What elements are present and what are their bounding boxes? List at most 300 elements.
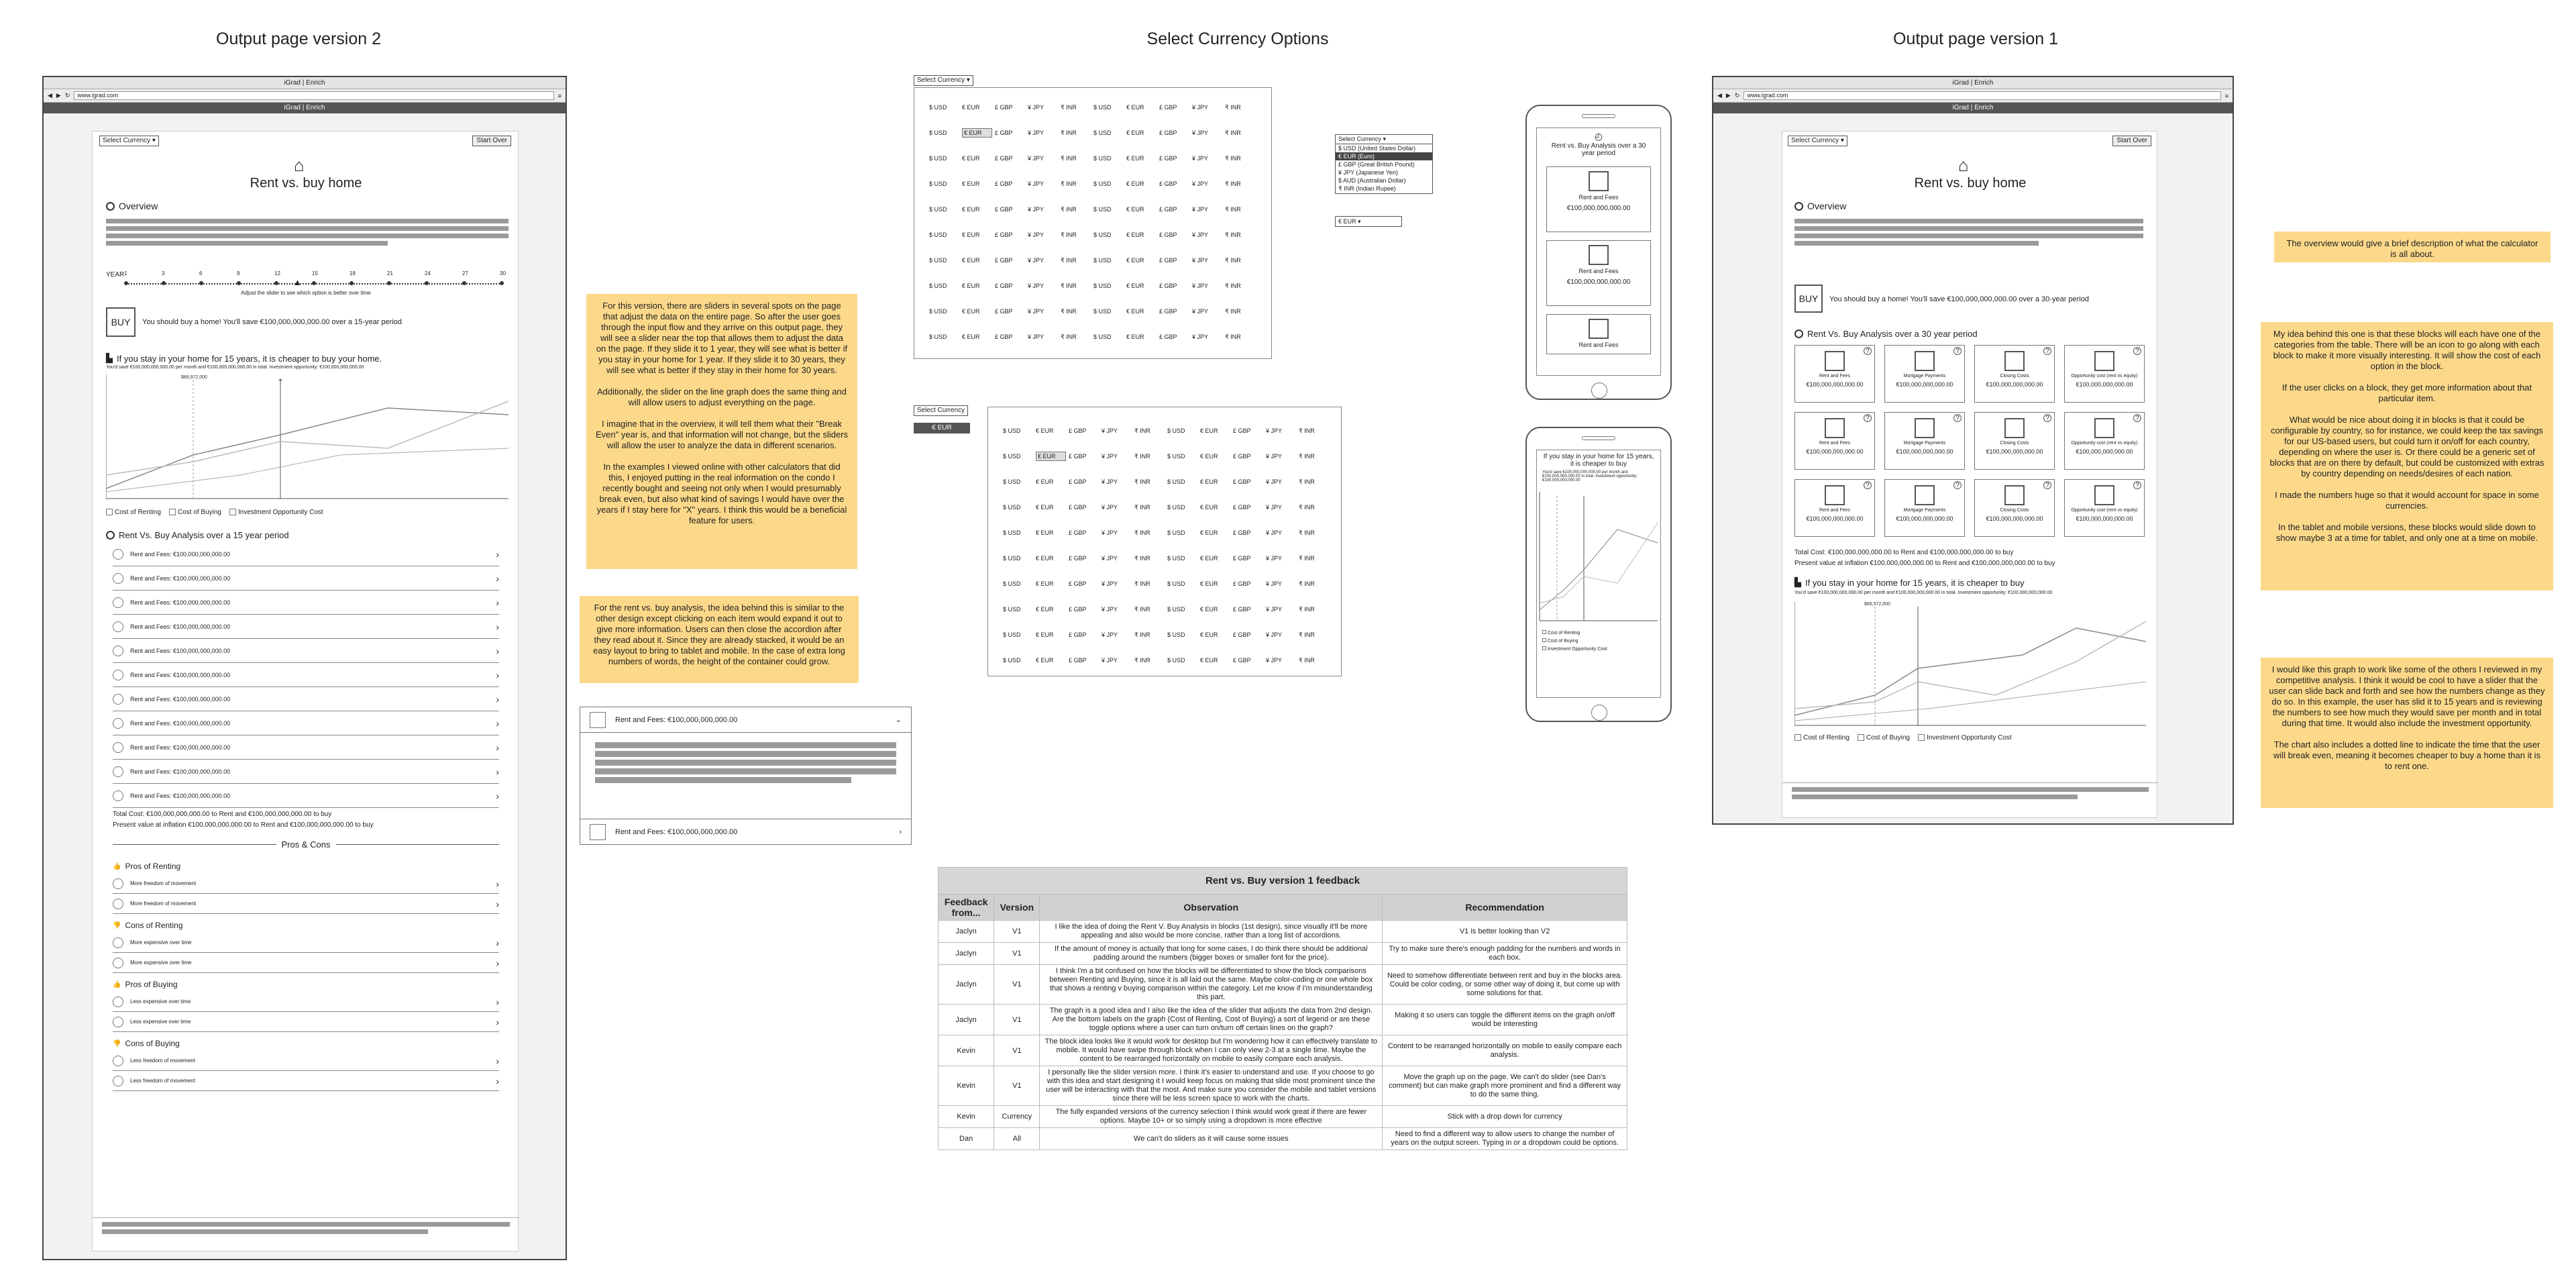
currency-option[interactable]: $ USD bbox=[1003, 631, 1021, 638]
forward-icon[interactable]: ▶ bbox=[56, 92, 61, 99]
currency-option[interactable]: ¥ JPY bbox=[1266, 555, 1283, 562]
currency-dropdown-closed[interactable]: € EUR ▾ bbox=[1335, 216, 1402, 227]
currency-option[interactable]: $ USD bbox=[1003, 580, 1021, 587]
currency-option[interactable]: $ USD bbox=[1003, 504, 1021, 511]
currency-option[interactable]: $ USD bbox=[929, 283, 947, 289]
dropdown-title[interactable]: Select Currency ▾ bbox=[1336, 135, 1432, 144]
currency-option[interactable]: £ GBP bbox=[1233, 504, 1251, 511]
currency-option[interactable]: ₹ INR bbox=[1134, 529, 1150, 536]
currency-option[interactable]: ¥ JPY bbox=[1028, 181, 1044, 187]
legend-cost-buying[interactable]: Cost of Buying bbox=[169, 509, 221, 516]
currency-option[interactable]: £ GBP bbox=[1159, 232, 1177, 238]
help-icon[interactable]: ? bbox=[1953, 347, 1962, 355]
chevron-right-icon[interactable]: › bbox=[496, 898, 499, 909]
currency-option[interactable]: ¥ JPY bbox=[1266, 427, 1283, 434]
pc-item[interactable] bbox=[113, 953, 499, 973]
currency-option[interactable]: £ GBP bbox=[1159, 104, 1177, 111]
currency-option[interactable]: € EUR bbox=[1036, 478, 1054, 485]
chevron-right-icon[interactable]: › bbox=[496, 1016, 499, 1027]
currency-option[interactable]: $ USD bbox=[1167, 478, 1185, 485]
currency-option[interactable]: ¥ JPY bbox=[1028, 334, 1044, 340]
analysis-block[interactable] bbox=[1794, 412, 1875, 470]
currency-option[interactable]: £ GBP bbox=[995, 257, 1013, 264]
currency-option[interactable]: ¥ JPY bbox=[1102, 657, 1118, 664]
currency-option[interactable]: $ USD bbox=[1167, 606, 1185, 613]
currency-option[interactable]: $ USD bbox=[929, 257, 947, 264]
currency-option[interactable]: $ USD bbox=[1093, 283, 1112, 289]
currency-option[interactable]: € EUR bbox=[962, 155, 980, 162]
slider-tick[interactable]: 3 bbox=[162, 270, 165, 276]
back-icon[interactable]: ◀ bbox=[48, 92, 52, 99]
accordion-item[interactable] bbox=[113, 591, 499, 615]
currency-option[interactable]: € EUR bbox=[1036, 580, 1054, 587]
currency-option[interactable]: £ GBP bbox=[995, 283, 1013, 289]
chevron-right-icon[interactable]: › bbox=[496, 572, 499, 584]
currency-option[interactable]: £ GBP bbox=[1233, 580, 1251, 587]
currency-option[interactable]: £ GBP bbox=[1233, 606, 1251, 613]
currency-option[interactable]: $ USD bbox=[929, 181, 947, 187]
analysis-block[interactable] bbox=[1794, 345, 1875, 403]
analysis-block[interactable] bbox=[1794, 479, 1875, 537]
currency-option[interactable]: ₹ INR bbox=[1299, 503, 1315, 511]
currency-option[interactable]: $ USD bbox=[929, 308, 947, 315]
dropdown-option[interactable]: € EUR (Euro) bbox=[1336, 152, 1432, 160]
accordion-item[interactable] bbox=[113, 687, 499, 711]
currency-option[interactable]: $ USD bbox=[1093, 257, 1112, 264]
currency-option[interactable]: ₹ INR bbox=[1134, 656, 1150, 664]
url-field[interactable]: www.igrad.com bbox=[1743, 91, 2220, 100]
analysis-block[interactable] bbox=[1884, 412, 1965, 470]
chevron-right-icon[interactable]: › bbox=[496, 996, 499, 1007]
pc-item[interactable] bbox=[113, 894, 499, 914]
slider-tick[interactable]: 9 bbox=[237, 270, 240, 276]
select-currency-dropdown[interactable]: Select Currency ▾ bbox=[99, 136, 159, 146]
accordion-header-open[interactable]: Rent and Fees: €100,000,000,000.00 ⌄ bbox=[580, 707, 911, 733]
currency-option[interactable]: € EUR bbox=[1200, 606, 1218, 613]
help-icon[interactable]: ? bbox=[1864, 481, 1872, 489]
currency-option[interactable]: ¥ JPY bbox=[1102, 453, 1118, 460]
currency-option[interactable]: ₹ INR bbox=[1061, 129, 1077, 136]
chevron-right-icon[interactable]: › bbox=[496, 766, 499, 777]
currency-option[interactable]: ¥ JPY bbox=[1028, 257, 1044, 264]
currency-option[interactable]: $ USD bbox=[1003, 606, 1021, 613]
currency-option[interactable]: ¥ JPY bbox=[1028, 155, 1044, 162]
currency-option[interactable]: ¥ JPY bbox=[1266, 453, 1283, 460]
chevron-right-icon[interactable]: › bbox=[496, 645, 499, 656]
currency-option[interactable]: ₹ INR bbox=[1061, 231, 1077, 238]
currency-dropdown-open[interactable] bbox=[1335, 134, 1433, 194]
chevron-right-icon[interactable]: › bbox=[899, 827, 902, 836]
refresh-icon[interactable]: ↻ bbox=[64, 92, 70, 99]
currency-option[interactable]: ₹ INR bbox=[1134, 427, 1150, 434]
analysis-block[interactable] bbox=[1884, 345, 1965, 403]
currency-option[interactable]: € EUR bbox=[962, 206, 980, 213]
chevron-right-icon[interactable]: › bbox=[496, 669, 499, 680]
selected-currency-pill[interactable]: € EUR bbox=[914, 423, 970, 433]
chevron-right-icon[interactable]: › bbox=[496, 790, 499, 801]
slider-tick[interactable]: 15 bbox=[312, 270, 318, 276]
pc-item[interactable] bbox=[113, 992, 499, 1012]
currency-option[interactable]: ¥ JPY bbox=[1028, 104, 1044, 111]
currency-option[interactable]: € EUR bbox=[1126, 130, 1144, 136]
currency-option[interactable]: $ USD bbox=[1093, 155, 1112, 162]
help-icon[interactable]: ? bbox=[2043, 481, 2051, 489]
help-icon[interactable]: ? bbox=[1953, 481, 1962, 489]
currency-option[interactable]: € EUR bbox=[962, 308, 980, 315]
legend-cost-renting[interactable]: Cost of Renting bbox=[1794, 734, 1849, 742]
currency-option[interactable]: ₹ INR bbox=[1061, 333, 1077, 340]
currency-option[interactable]: £ GBP bbox=[995, 130, 1013, 136]
currency-option[interactable]: € EUR bbox=[1200, 657, 1218, 664]
currency-option[interactable]: £ GBP bbox=[1233, 631, 1251, 638]
accordion-item[interactable] bbox=[113, 542, 499, 566]
currency-option[interactable]: ¥ JPY bbox=[1102, 606, 1118, 613]
currency-option[interactable]: £ GBP bbox=[1069, 555, 1087, 562]
currency-option[interactable]: ₹ INR bbox=[1299, 656, 1315, 664]
currency-option[interactable]: ₹ INR bbox=[1061, 282, 1077, 289]
currency-option[interactable]: ¥ JPY bbox=[1102, 427, 1118, 434]
currency-option[interactable]: £ GBP bbox=[1233, 478, 1251, 485]
currency-option[interactable]: € EUR bbox=[1200, 504, 1218, 511]
legend-cost-buying[interactable]: Cost of Buying bbox=[1858, 734, 1910, 742]
chart-legend-v2[interactable] bbox=[106, 509, 323, 516]
slider-handle[interactable]: ▲ bbox=[293, 277, 302, 287]
chevron-right-icon[interactable]: › bbox=[496, 1075, 499, 1086]
currency-option[interactable]: $ USD bbox=[929, 232, 947, 238]
pc-item[interactable] bbox=[113, 1012, 499, 1032]
currency-option[interactable]: £ GBP bbox=[1233, 453, 1251, 460]
browser-tab[interactable]: iGrad | Enrich bbox=[44, 103, 566, 113]
currency-option[interactable]: ₹ INR bbox=[1299, 554, 1315, 562]
currency-option[interactable]: $ USD bbox=[1093, 334, 1112, 340]
currency-option[interactable]: $ USD bbox=[1093, 181, 1112, 187]
currency-option[interactable]: ₹ INR bbox=[1299, 631, 1315, 638]
currency-option[interactable]: € EUR bbox=[1126, 283, 1144, 289]
analysis-block[interactable] bbox=[1974, 345, 2055, 403]
currency-option[interactable]: £ GBP bbox=[995, 232, 1013, 238]
currency-option[interactable]: £ GBP bbox=[1069, 504, 1087, 511]
currency-option[interactable]: $ USD bbox=[929, 130, 947, 136]
currency-option[interactable]: ₹ INR bbox=[1299, 427, 1315, 434]
currency-option[interactable]: $ USD bbox=[1003, 453, 1021, 460]
currency-option[interactable]: ¥ JPY bbox=[1192, 155, 1209, 162]
help-icon[interactable]: ? bbox=[2133, 481, 2141, 489]
accordion-item[interactable] bbox=[113, 784, 499, 808]
chevron-right-icon[interactable]: › bbox=[496, 937, 499, 948]
currency-option[interactable]: ¥ JPY bbox=[1028, 130, 1044, 136]
dropdown-option[interactable]: £ GBP (Great British Pound) bbox=[1338, 161, 1415, 168]
analysis-block[interactable] bbox=[2064, 479, 2145, 537]
currency-option[interactable]: $ USD bbox=[1093, 232, 1112, 238]
currency-option[interactable]: ¥ JPY bbox=[1102, 631, 1118, 638]
currency-option[interactable]: £ GBP bbox=[995, 104, 1013, 111]
currency-option[interactable]: ₹ INR bbox=[1225, 256, 1241, 264]
currency-option[interactable]: ₹ INR bbox=[1061, 103, 1077, 111]
currency-option[interactable]: € EUR bbox=[1036, 452, 1066, 461]
currency-option[interactable]: ₹ INR bbox=[1134, 503, 1150, 511]
chevron-down-icon[interactable]: ⌄ bbox=[895, 716, 902, 724]
currency-option[interactable]: $ USD bbox=[929, 206, 947, 213]
legend-cost-renting[interactable]: Cost of Renting bbox=[106, 509, 161, 516]
dropdown-option[interactable]: $ AUD (Australian Dollar) bbox=[1338, 177, 1406, 184]
currency-option[interactable]: € EUR bbox=[1200, 631, 1218, 638]
help-icon[interactable]: ? bbox=[2043, 414, 2051, 422]
slider-tick[interactable]: 24 bbox=[425, 270, 431, 276]
currency-option[interactable]: € EUR bbox=[1036, 606, 1054, 613]
chevron-right-icon[interactable]: › bbox=[496, 621, 499, 632]
select-currency-header[interactable]: Select Currency ▾ bbox=[914, 75, 973, 86]
chevron-right-icon[interactable]: › bbox=[496, 957, 499, 968]
currency-option[interactable]: € EUR bbox=[962, 334, 980, 340]
currency-option[interactable]: ¥ JPY bbox=[1102, 504, 1118, 511]
currency-option[interactable]: ¥ JPY bbox=[1028, 206, 1044, 213]
currency-option[interactable]: £ GBP bbox=[1233, 657, 1251, 664]
currency-option[interactable]: € EUR bbox=[962, 181, 980, 187]
back-icon[interactable]: ◀ bbox=[1717, 92, 1722, 99]
currency-option[interactable]: ¥ JPY bbox=[1102, 555, 1118, 562]
chart-legend-v1[interactable] bbox=[1794, 734, 2012, 742]
currency-option[interactable]: ₹ INR bbox=[1134, 631, 1150, 638]
currency-option[interactable]: $ USD bbox=[1167, 631, 1185, 638]
currency-option[interactable]: ₹ INR bbox=[1225, 307, 1241, 315]
currency-option[interactable]: ¥ JPY bbox=[1266, 657, 1283, 664]
currency-option[interactable]: $ USD bbox=[1003, 427, 1021, 434]
currency-option[interactable]: £ GBP bbox=[1069, 631, 1087, 638]
select-currency-dropdown[interactable]: Select Currency ▾ bbox=[1788, 136, 1847, 146]
currency-option[interactable]: ¥ JPY bbox=[1266, 631, 1283, 638]
currency-option[interactable]: ¥ JPY bbox=[1102, 580, 1118, 587]
currency-option[interactable]: € EUR bbox=[1036, 631, 1054, 638]
chevron-right-icon[interactable]: › bbox=[496, 1055, 499, 1066]
currency-option[interactable]: ₹ INR bbox=[1061, 256, 1077, 264]
pc-item[interactable] bbox=[113, 1051, 499, 1071]
currency-option[interactable]: ₹ INR bbox=[1225, 231, 1241, 238]
currency-option[interactable]: ₹ INR bbox=[1061, 180, 1077, 187]
currency-option[interactable]: € EUR bbox=[1200, 555, 1218, 562]
currency-option[interactable]: € EUR bbox=[1126, 104, 1144, 111]
currency-option[interactable]: ¥ JPY bbox=[1266, 504, 1283, 511]
forward-icon[interactable]: ▶ bbox=[1725, 92, 1731, 99]
menu-icon[interactable]: ≡ bbox=[557, 92, 561, 99]
mobile-block-card[interactable]: Rent and Fees €100,000,000,000.00 bbox=[1546, 240, 1651, 306]
currency-option[interactable]: $ USD bbox=[1167, 504, 1185, 511]
currency-option[interactable]: £ GBP bbox=[1069, 529, 1087, 536]
analysis-block[interactable] bbox=[1974, 412, 2055, 470]
pc-item[interactable] bbox=[113, 874, 499, 894]
currency-option[interactable]: ¥ JPY bbox=[1102, 529, 1118, 536]
currency-option[interactable]: € EUR bbox=[1036, 529, 1054, 536]
help-icon[interactable]: ? bbox=[2133, 414, 2141, 422]
mobile-block-card[interactable]: Rent and Fees €100,000,000,000.00 bbox=[1546, 166, 1651, 232]
chevron-right-icon[interactable]: › bbox=[496, 597, 499, 608]
currency-option[interactable]: ¥ JPY bbox=[1102, 478, 1118, 485]
analysis-block[interactable] bbox=[2064, 412, 2145, 470]
currency-option[interactable]: € EUR bbox=[1200, 453, 1218, 460]
currency-option[interactable]: £ GBP bbox=[995, 155, 1013, 162]
currency-option[interactable]: £ GBP bbox=[1069, 453, 1087, 460]
currency-option[interactable]: $ USD bbox=[929, 334, 947, 340]
currency-option[interactable]: € EUR bbox=[962, 104, 980, 111]
currency-option[interactable]: ¥ JPY bbox=[1028, 308, 1044, 315]
currency-option[interactable]: ₹ INR bbox=[1061, 307, 1077, 315]
currency-option[interactable]: ¥ JPY bbox=[1192, 206, 1209, 213]
currency-option[interactable]: € EUR bbox=[962, 128, 992, 138]
help-icon[interactable]: ? bbox=[2043, 347, 2051, 355]
accordion-header-closed[interactable]: Rent and Fees: €100,000,000,000.00 › bbox=[580, 819, 911, 844]
currency-option[interactable]: ₹ INR bbox=[1225, 282, 1241, 289]
currency-option[interactable]: ¥ JPY bbox=[1028, 283, 1044, 289]
currency-option[interactable]: £ GBP bbox=[1159, 130, 1177, 136]
currency-option[interactable]: £ GBP bbox=[995, 334, 1013, 340]
slider-tick[interactable]: 21 bbox=[387, 270, 393, 276]
currency-option[interactable]: £ GBP bbox=[995, 206, 1013, 213]
currency-option[interactable]: ₹ INR bbox=[1225, 129, 1241, 136]
pc-item[interactable] bbox=[113, 933, 499, 953]
currency-option[interactable]: ₹ INR bbox=[1225, 333, 1241, 340]
dropdown-option[interactable]: ₹ INR (Indian Rupee) bbox=[1338, 185, 1396, 192]
currency-option[interactable]: $ USD bbox=[1093, 206, 1112, 213]
currency-option[interactable]: $ USD bbox=[1167, 657, 1185, 664]
currency-option[interactable]: ¥ JPY bbox=[1192, 232, 1209, 238]
currency-option[interactable]: € EUR bbox=[1126, 206, 1144, 213]
currency-option[interactable]: ¥ JPY bbox=[1192, 181, 1209, 187]
currency-option[interactable]: ₹ INR bbox=[1225, 180, 1241, 187]
slider-tick[interactable]: 6 bbox=[199, 270, 203, 276]
refresh-icon[interactable]: ↻ bbox=[1734, 92, 1740, 99]
chevron-right-icon[interactable]: › bbox=[496, 717, 499, 729]
currency-option[interactable]: ₹ INR bbox=[1134, 478, 1150, 485]
currency-option[interactable]: € EUR bbox=[1126, 232, 1144, 238]
analysis-block[interactable] bbox=[1974, 479, 2055, 537]
currency-option[interactable]: £ GBP bbox=[1233, 555, 1251, 562]
currency-option[interactable]: $ USD bbox=[1003, 478, 1021, 485]
slider-tick[interactable]: 27 bbox=[462, 270, 468, 276]
currency-option[interactable]: £ GBP bbox=[1069, 580, 1087, 587]
currency-option[interactable]: € EUR bbox=[1200, 529, 1218, 536]
currency-option[interactable]: £ GBP bbox=[1233, 427, 1251, 434]
currency-option[interactable]: ₹ INR bbox=[1299, 580, 1315, 587]
currency-option[interactable]: £ GBP bbox=[1069, 478, 1087, 485]
currency-option[interactable]: $ USD bbox=[1003, 657, 1021, 664]
legend-investment[interactable]: Investment Opportunity Cost bbox=[229, 509, 323, 516]
currency-option[interactable]: $ USD bbox=[1003, 529, 1021, 536]
legend-investment[interactable]: Investment Opportunity Cost bbox=[1918, 734, 2012, 742]
slider-tick[interactable]: 12 bbox=[274, 270, 280, 276]
chevron-right-icon[interactable]: › bbox=[496, 742, 499, 753]
currency-option[interactable]: € EUR bbox=[1200, 478, 1218, 485]
browser-tab[interactable]: iGrad | Enrich bbox=[1713, 103, 2233, 113]
chevron-right-icon[interactable]: › bbox=[496, 693, 499, 705]
currency-option[interactable]: $ USD bbox=[929, 155, 947, 162]
dropdown-option[interactable]: ¥ JPY (Japanese Yen) bbox=[1338, 169, 1398, 176]
currency-option[interactable]: ₹ INR bbox=[1299, 605, 1315, 613]
help-icon[interactable]: ? bbox=[1864, 347, 1872, 355]
currency-option[interactable]: £ GBP bbox=[1159, 334, 1177, 340]
currency-option[interactable]: £ GBP bbox=[995, 181, 1013, 187]
pc-item[interactable] bbox=[113, 1071, 499, 1091]
currency-option[interactable]: £ GBP bbox=[1159, 257, 1177, 264]
year-slider[interactable] bbox=[126, 283, 502, 285]
currency-option[interactable]: £ GBP bbox=[1159, 308, 1177, 315]
currency-option[interactable]: € EUR bbox=[1036, 504, 1054, 511]
help-icon[interactable]: ? bbox=[1953, 414, 1962, 422]
currency-option[interactable]: £ GBP bbox=[1159, 283, 1177, 289]
currency-option[interactable]: $ USD bbox=[1167, 453, 1185, 460]
currency-option[interactable]: € EUR bbox=[1126, 155, 1144, 162]
currency-option[interactable]: ₹ INR bbox=[1225, 103, 1241, 111]
currency-option[interactable]: ¥ JPY bbox=[1192, 308, 1209, 315]
analysis-block[interactable] bbox=[1884, 479, 1965, 537]
currency-option[interactable]: ¥ JPY bbox=[1266, 478, 1283, 485]
menu-icon[interactable]: ≡ bbox=[2224, 92, 2229, 99]
currency-option[interactable]: £ GBP bbox=[1069, 606, 1087, 613]
currency-option[interactable]: ¥ JPY bbox=[1266, 580, 1283, 587]
slider-tick[interactable]: 18 bbox=[350, 270, 356, 276]
currency-option[interactable]: ₹ INR bbox=[1134, 605, 1150, 613]
analysis-block[interactable] bbox=[2064, 345, 2145, 403]
currency-option[interactable]: € EUR bbox=[962, 283, 980, 289]
currency-option[interactable]: € EUR bbox=[962, 257, 980, 264]
currency-option[interactable]: € EUR bbox=[1126, 308, 1144, 315]
currency-option[interactable]: ¥ JPY bbox=[1192, 104, 1209, 111]
currency-option[interactable]: ¥ JPY bbox=[1192, 257, 1209, 264]
currency-option[interactable]: ¥ JPY bbox=[1192, 130, 1209, 136]
currency-option[interactable]: ₹ INR bbox=[1061, 205, 1077, 213]
currency-option[interactable]: $ USD bbox=[1093, 104, 1112, 111]
mobile-block-card[interactable]: Rent and Fees bbox=[1546, 314, 1651, 354]
url-field[interactable]: www.igrad.com bbox=[74, 91, 553, 100]
start-over-button[interactable]: Start Over bbox=[2112, 136, 2151, 146]
currency-option[interactable]: $ USD bbox=[1003, 555, 1021, 562]
currency-option[interactable]: € EUR bbox=[1126, 181, 1144, 187]
accordion-item[interactable] bbox=[113, 711, 499, 735]
chevron-right-icon[interactable]: › bbox=[496, 878, 499, 889]
currency-option[interactable]: ¥ JPY bbox=[1192, 334, 1209, 340]
currency-option[interactable]: ₹ INR bbox=[1134, 580, 1150, 587]
start-over-button[interactable]: Start Over bbox=[472, 136, 511, 146]
currency-option[interactable]: € EUR bbox=[1200, 427, 1218, 434]
currency-option[interactable]: € EUR bbox=[962, 232, 980, 238]
currency-option[interactable]: ₹ INR bbox=[1134, 452, 1150, 460]
currency-option[interactable]: £ GBP bbox=[1069, 657, 1087, 664]
currency-option[interactable]: ₹ INR bbox=[1299, 478, 1315, 485]
currency-option[interactable]: ¥ JPY bbox=[1266, 606, 1283, 613]
accordion-item[interactable] bbox=[113, 735, 499, 760]
mobile-legend[interactable]: Cost of Renting Cost of Buying Investment Opportunity Cost bbox=[1537, 627, 1660, 656]
currency-option[interactable]: £ GBP bbox=[1159, 181, 1177, 187]
accordion-item[interactable] bbox=[113, 663, 499, 687]
accordion-item[interactable] bbox=[113, 760, 499, 784]
currency-option[interactable]: £ GBP bbox=[1159, 155, 1177, 162]
accordion-item[interactable] bbox=[113, 566, 499, 591]
currency-option[interactable]: € EUR bbox=[1126, 334, 1144, 340]
currency-option[interactable]: $ USD bbox=[1093, 308, 1112, 315]
currency-option[interactable]: $ USD bbox=[1167, 580, 1185, 587]
currency-option[interactable]: € EUR bbox=[1036, 657, 1054, 664]
help-icon[interactable]: ? bbox=[2133, 347, 2141, 355]
currency-option[interactable]: $ USD bbox=[1167, 427, 1185, 434]
currency-option[interactable]: $ USD bbox=[1093, 130, 1112, 136]
currency-option[interactable]: ₹ INR bbox=[1061, 154, 1077, 162]
currency-option[interactable]: ₹ INR bbox=[1225, 154, 1241, 162]
currency-option[interactable]: ₹ INR bbox=[1225, 205, 1241, 213]
currency-option[interactable]: $ USD bbox=[1167, 555, 1185, 562]
currency-option[interactable]: £ GBP bbox=[1233, 529, 1251, 536]
currency-option[interactable]: ₹ INR bbox=[1299, 529, 1315, 536]
currency-option[interactable]: $ USD bbox=[1167, 529, 1185, 536]
currency-option[interactable]: $ USD bbox=[929, 104, 947, 111]
currency-option[interactable]: £ GBP bbox=[1159, 206, 1177, 213]
